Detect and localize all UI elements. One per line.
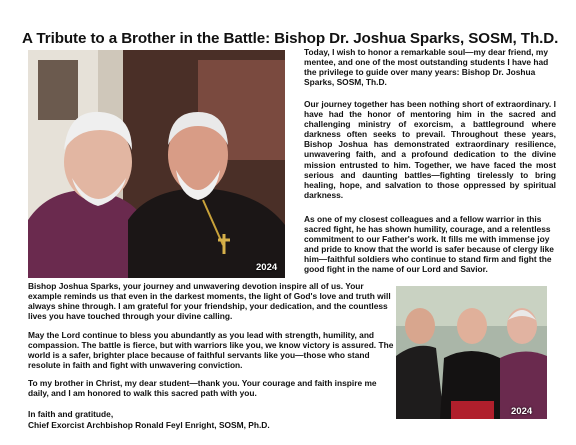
- signature: Chief Exorcist Archbishop Ronald Feyl Enright, SOSM, Ph.D.: [28, 420, 270, 430]
- photo-illustration: [396, 286, 547, 419]
- paragraph-colleague: As one of my closest colleagues and a fellow warrior in this sacred fight, he has shown humility, courage, and a relentless commitment to our Father's work. It fills me with immense joy and pride to know that the world is safer because of clergy like him—faithful soldiers who continue to stand firm and fight the good fight in the name of our Lord and Savior.: [304, 214, 554, 275]
- closing-line: In faith and gratitude,: [28, 409, 114, 419]
- photo-illustration: [28, 50, 285, 278]
- photo-two-bishops: [28, 50, 285, 278]
- paragraph-intro: Today, I wish to honor a remarkable soul—my dear friend, my mentee, and one of the most outstanding students I have had the privilege to guide over many years: Bishop Dr. Joshua Sparks, SOSM, Th.D.: [304, 47, 549, 88]
- paragraph-journey: Our journey together has been nothing short of extraordinary. I have had the honor of mentoring him in the sacred and challenging ministry of exorcism, a battleground where darkness often seeks to prevail. Throughout these years, Bishop Joshua has demonstrated extraordinary resilience, unwavering faith, and a profound dedication to the divine mission entrusted to him. Together, we have faced the most serious and daunting battles—fighting tirelessly to bring healing, hope, and salvation to those oppressed by spiritual darkness.: [304, 99, 556, 200]
- paragraph-thanks: To my brother in Christ, my dear student—thank you. Your courage and faith inspire me daily, and I am honored to walk this sacred path with you.: [28, 378, 377, 399]
- photo-year-label: 2024: [256, 262, 278, 273]
- photo-three-bishops: [396, 286, 547, 419]
- paragraph-blessing: May the Lord continue to bless you abundantly as you lead with strength, humility, and compassion. The battle is fierce, but with warriors like you, we know victory is assured. The world is a safer, brighter place because of faithful servants like you—those who stand resolute in faith and fight with unwavering conviction.: [28, 330, 394, 371]
- paragraph-devotion: Bishop Joshua Sparks, your journey and unwavering devotion inspire all of us. Your example reminds us that even in the darkest moments, the light of God's love and truth will always shine through. I am grateful for your friendship, your dedication, and the countless lives you have touched through your divine calling.: [28, 281, 391, 322]
- photo-year-label: 2024: [511, 406, 533, 417]
- page-title: A Tribute to a Brother in the Battle: Bishop Dr. Joshua Sparks, SOSM, Th.D.: [22, 30, 559, 47]
